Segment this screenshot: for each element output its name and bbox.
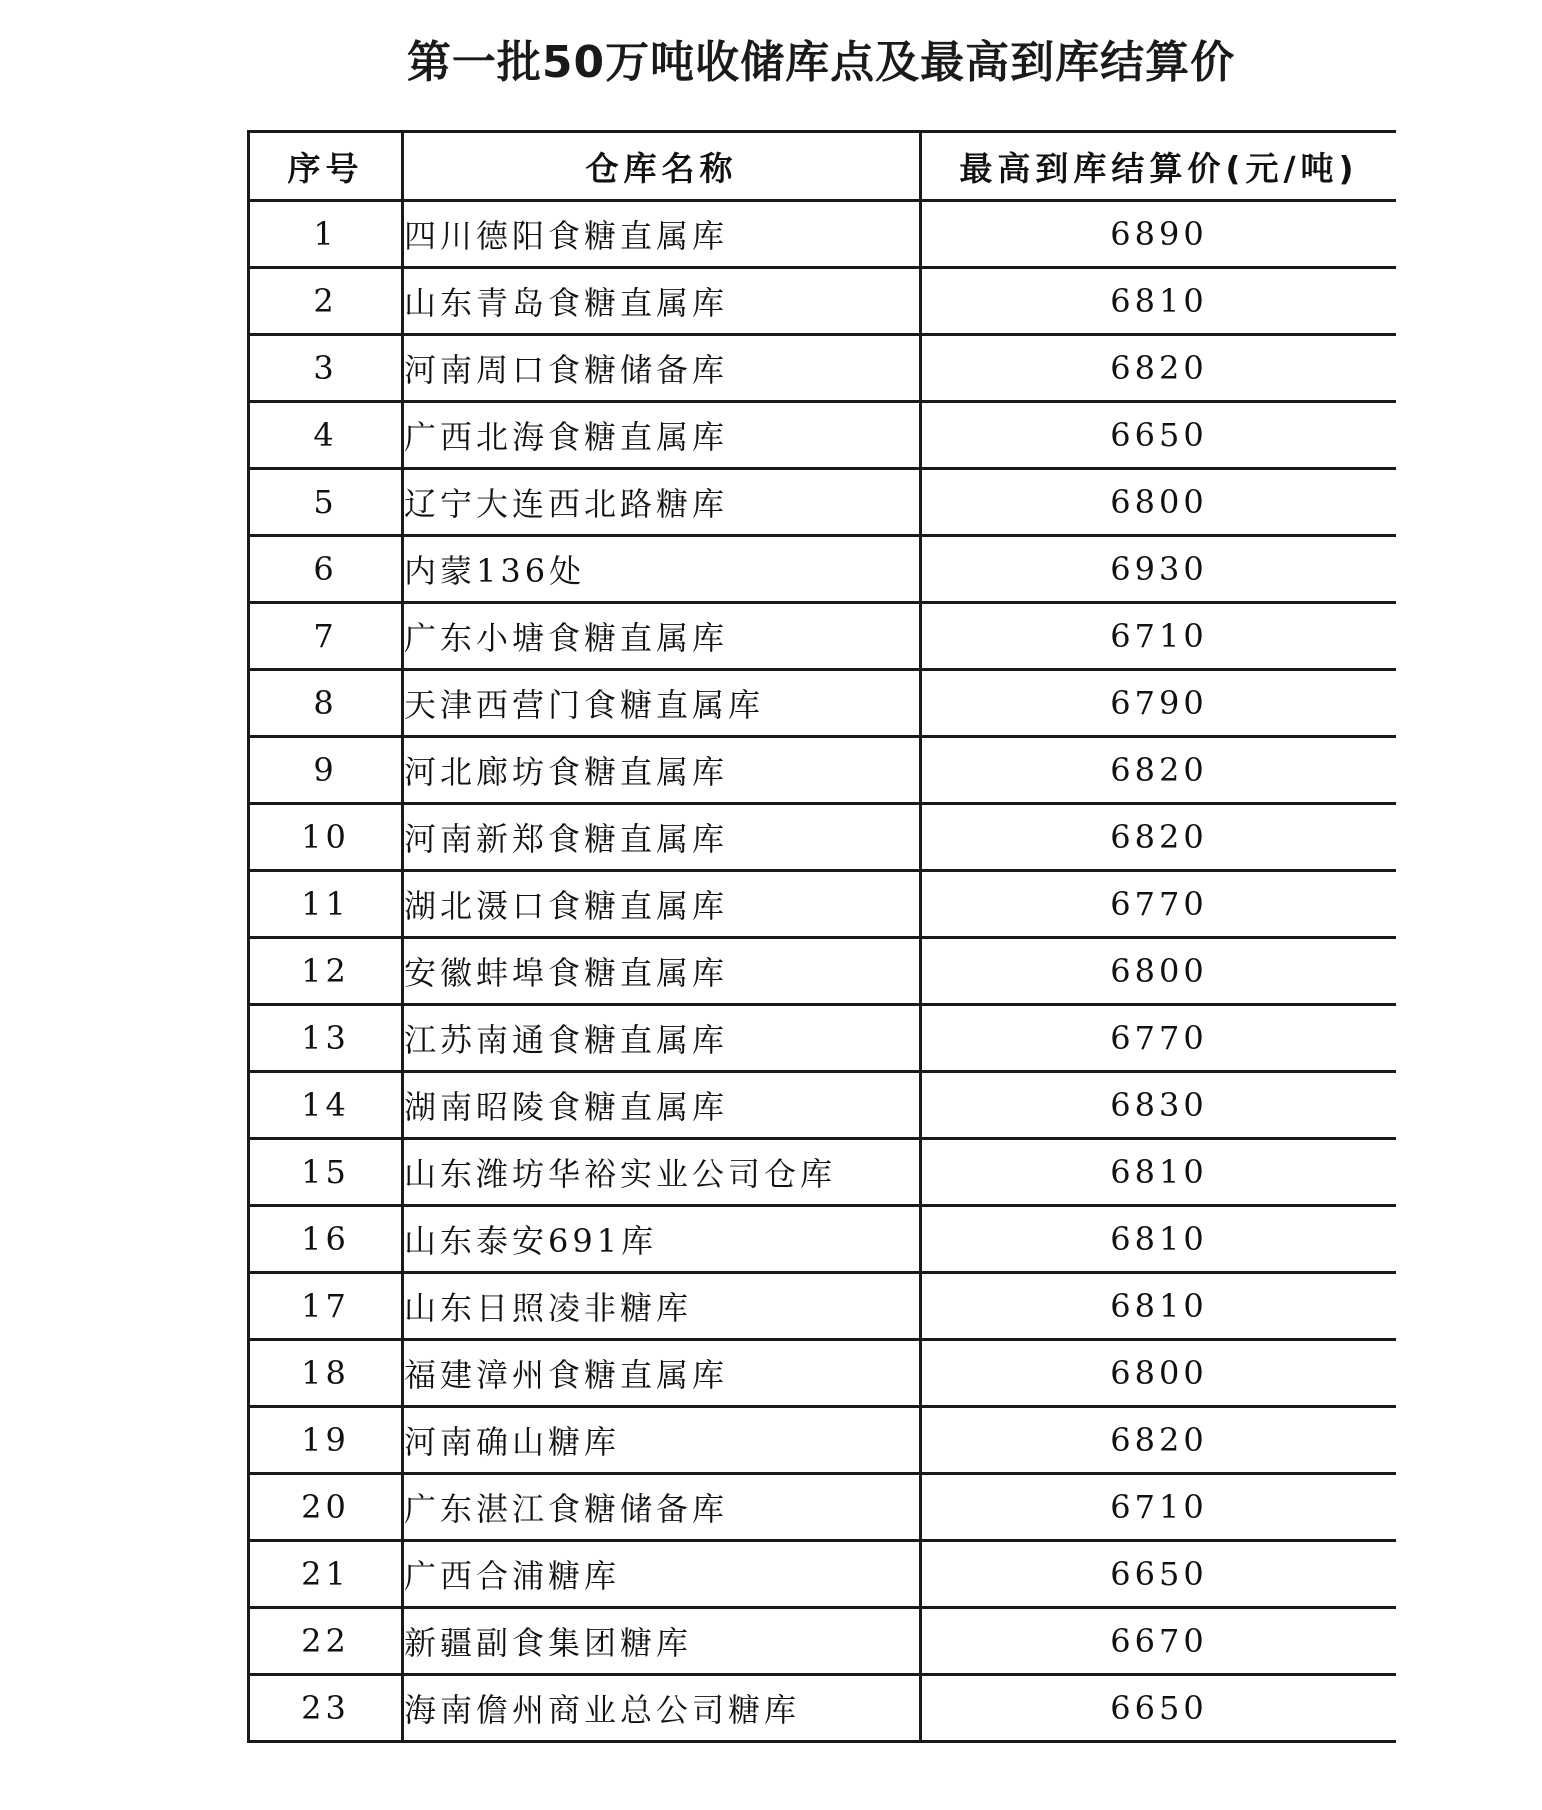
row-serial-number: 12 [249, 938, 403, 1005]
storage-price-table [247, 130, 1396, 1743]
row-warehouse-name: 湖南昭陵食糖直属库 [403, 1072, 921, 1139]
table-row [249, 469, 1397, 536]
row-warehouse-name: 海南儋州商业总公司糖库 [403, 1675, 921, 1742]
row-serial-number: 5 [249, 469, 403, 536]
row-max-price: 6790 [921, 670, 1397, 737]
row-max-price: 6650 [921, 1675, 1397, 1742]
row-serial-number: 1 [249, 201, 403, 268]
row-warehouse-name: 河北廊坊食糖直属库 [403, 737, 921, 804]
row-max-price: 6800 [921, 938, 1397, 1005]
table-row [249, 1541, 1397, 1608]
table-row [249, 1072, 1397, 1139]
row-serial-number: 21 [249, 1541, 403, 1608]
row-serial-number: 17 [249, 1273, 403, 1340]
row-max-price: 6710 [921, 603, 1397, 670]
page-title: 第一批50万吨收储库点及最高到库结算价 [406, 37, 1236, 88]
row-max-price: 6810 [921, 268, 1397, 335]
row-max-price: 6810 [921, 1273, 1397, 1340]
row-serial-number: 7 [249, 603, 403, 670]
row-max-price: 6800 [921, 1340, 1397, 1407]
row-serial-number: 19 [249, 1407, 403, 1474]
row-warehouse-name: 四川德阳食糖直属库 [403, 201, 921, 268]
row-max-price: 6650 [921, 402, 1397, 469]
row-max-price: 6810 [921, 1139, 1397, 1206]
table-header-row [249, 132, 1397, 201]
table-body [249, 201, 1397, 1742]
row-warehouse-name: 辽宁大连西北路糖库 [403, 469, 921, 536]
row-warehouse-name: 河南确山糖库 [403, 1407, 921, 1474]
row-warehouse-name: 河南新郑食糖直属库 [403, 804, 921, 871]
row-serial-number: 3 [249, 335, 403, 402]
row-warehouse-name: 湖北滠口食糖直属库 [403, 871, 921, 938]
row-max-price: 6810 [921, 1206, 1397, 1273]
row-warehouse-name: 山东泰安691库 [403, 1206, 921, 1273]
table-row [249, 335, 1397, 402]
row-serial-number: 23 [249, 1675, 403, 1742]
row-max-price: 6820 [921, 804, 1397, 871]
row-serial-number: 2 [249, 268, 403, 335]
row-serial-number: 4 [249, 402, 403, 469]
table-row [249, 938, 1397, 1005]
table-row [249, 603, 1397, 670]
table-row [249, 268, 1397, 335]
table-row [249, 871, 1397, 938]
row-serial-number: 14 [249, 1072, 403, 1139]
row-serial-number: 16 [249, 1206, 403, 1273]
row-max-price: 6770 [921, 871, 1397, 938]
row-warehouse-name: 广东湛江食糖储备库 [403, 1474, 921, 1541]
table-row [249, 737, 1397, 804]
row-warehouse-name: 广西北海食糖直属库 [403, 402, 921, 469]
row-max-price: 6710 [921, 1474, 1397, 1541]
row-warehouse-name: 广西合浦糖库 [403, 1541, 921, 1608]
row-warehouse-name: 河南周口食糖储备库 [403, 335, 921, 402]
row-warehouse-name: 福建漳州食糖直属库 [403, 1340, 921, 1407]
header-warehouse-name: 仓库名称 [403, 132, 921, 201]
row-warehouse-name: 新疆副食集团糖库 [403, 1608, 921, 1675]
row-max-price: 6830 [921, 1072, 1397, 1139]
row-serial-number: 8 [249, 670, 403, 737]
row-max-price: 6820 [921, 335, 1397, 402]
table-row [249, 1608, 1397, 1675]
table-row [249, 1005, 1397, 1072]
row-serial-number: 11 [249, 871, 403, 938]
row-max-price: 6930 [921, 536, 1397, 603]
row-serial-number: 18 [249, 1340, 403, 1407]
row-serial-number: 13 [249, 1005, 403, 1072]
row-warehouse-name: 山东日照凌非糖库 [403, 1273, 921, 1340]
row-warehouse-name: 山东青岛食糖直属库 [403, 268, 921, 335]
row-serial-number: 9 [249, 737, 403, 804]
row-warehouse-name: 天津西营门食糖直属库 [403, 670, 921, 737]
row-max-price: 6650 [921, 1541, 1397, 1608]
row-warehouse-name: 内蒙136处 [403, 536, 921, 603]
table-row [249, 1675, 1397, 1742]
row-warehouse-name: 广东小塘食糖直属库 [403, 603, 921, 670]
row-warehouse-name: 江苏南通食糖直属库 [403, 1005, 921, 1072]
row-serial-number: 10 [249, 804, 403, 871]
table-row [249, 1474, 1397, 1541]
header-max-settlement-price: 最高到库结算价(元/吨) [921, 132, 1397, 201]
row-max-price: 6670 [921, 1608, 1397, 1675]
table-row [249, 1273, 1397, 1340]
table-row [249, 1139, 1397, 1206]
table-row [249, 402, 1397, 469]
table-row [249, 804, 1397, 871]
row-warehouse-name: 山东潍坊华裕实业公司仓库 [403, 1139, 921, 1206]
row-max-price: 6890 [921, 201, 1397, 268]
table-row [249, 670, 1397, 737]
row-max-price: 6820 [921, 737, 1397, 804]
row-serial-number: 22 [249, 1608, 403, 1675]
table-row [249, 201, 1397, 268]
table-row [249, 1340, 1397, 1407]
row-max-price: 6820 [921, 1407, 1397, 1474]
row-serial-number: 6 [249, 536, 403, 603]
row-serial-number: 15 [249, 1139, 403, 1206]
header-serial-number: 序号 [249, 132, 403, 201]
table-row [249, 536, 1397, 603]
row-warehouse-name: 安徽蚌埠食糖直属库 [403, 938, 921, 1005]
row-max-price: 6800 [921, 469, 1397, 536]
table-row [249, 1407, 1397, 1474]
table-container [247, 130, 1396, 1810]
row-max-price: 6770 [921, 1005, 1397, 1072]
row-serial-number: 20 [249, 1474, 403, 1541]
table-row [249, 1206, 1397, 1273]
